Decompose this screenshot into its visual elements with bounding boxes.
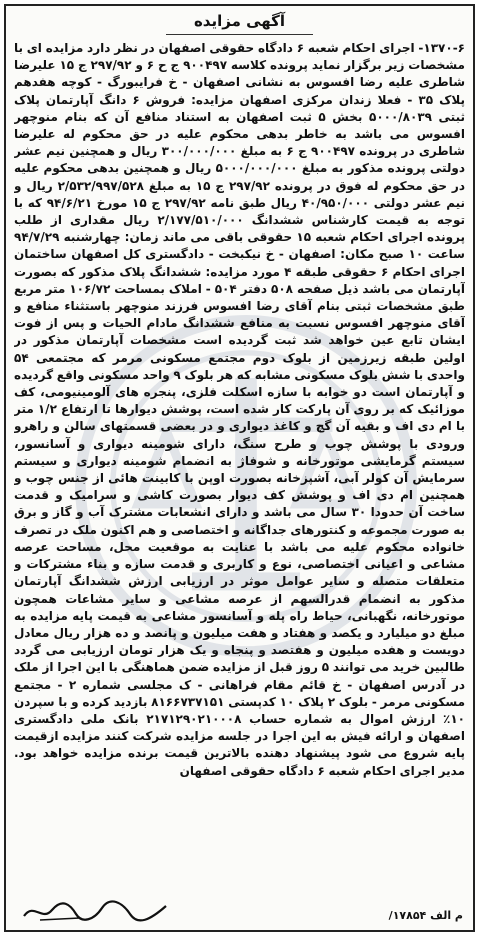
notice-body: ۱۳۷۰-۶- اجرای احکام شعبه ۶ دادگاه حقوقی اصفهان در نظر دارد مزایده ای با مشخصات زیر برگزار نماید پرونده کلاسه ۹۰۰۴۹۷ ج ح ۶ و ۲۹۷/۹۲ ج ۱۵ علیرضا شاطری علیه رضا افسوس به نشانی اصفهان - خ فرایبورگ - کوچه هفدهم پلاک ۳۵ - فعلا زندان مرکزی اصفهان مزایده: فروش ۶ دانگ آپارتمان پلاک ثبتی ۵۰۰۰/۸۰۳۹ بخش ۵ ثبت اصفهان به استناد منافع آن که بنام منوچهر افسوس می باشد به خاطر بدهی محکوم علیه در حق محکوم له علیرضا شاطری در پرونده ۹۰۰۴۹۷ ج ۶ به مبلغ ۳۰۰/۰۰۰/۰۰۰ ریال و همچنین نیم عشر دولتی پرونده مذکور به مبلغ ۵۰۰۰/۰۰۰/۰۰۰ ریال و همچنین بدهی محکوم علیه در حق محکوم له فوق در پرونده ۲۹۷/۹۲ ج ۱۵ به مبلغ ۲/۵۳۲/۹۹۷/۵۲۸ ریال و نیم عشر دولتی ۴۰/۹۵۰/۰۰۰ ریال طبق نامه ۲۹۷/۹۲ ج ۱۵ مورخ ۹۴/۶/۲۱ که با توجه به قیمت کارشناس ششدانگ ۲/۱۷۷/۵۱۰/۰۰۰ ریال مقداری از طلب پرونده اجرای احکام شعبه ۱۵ حقوقی باقی می ماند زمان: چهارشنبه ۹۴/۷/۲۹ ساعت ۱۰ صبح مکان: اصفهان - خ نیکبخت - دادگستری کل اصفهان ساختمان اجرای احکام ۶ حقوقی طبقه ۴ مورد مزایده: ششدانگ پلاک مذکور که بصورت آپارتمان می باشد ذیل صفحه ۵۰۸ دفتر ۵۰۴ - املاک بمساحت ۱۰۶/۷۲ متر مربع طبق مشخصات ثبتی بنام آقای رضا افسوس فرزند منوچهر باستثناء منافع و آقای منوچهر افسوس نسبت به منافع ششدانگ مادام الحیات و پس از فوت ایشان تابع عین خواهد شد ثبت گردیده است مشخصات آپارتمان مذکور در اولین طبقه زیرزمین از بلوک دوم مجتمع مسکونی مرمر که مجتمعی ۵۴ واحدی با شش بلوک مسکونی مشابه که هر بلوک ۹ واحد مسکونی واقع گردیده و آپارتمان است دو خوابه با سازه اسکلت فلزی، پنجره های آلومینیومی، کف موزائیک که بر روی آن پارکت کار شده است، پوشش دیوارها تا ارتفاع ۱/۲ متر با ام دی اف و بقیه آن گچ و کاغذ دیواری و در بعضی قسمتهای سالن و راهرو ورودی با پوشش چوب و طرح سنگ، دارای شومینه دیواری و آسانسور، سیستم گرمایشی موتورخانه و شوفاژ به انضمام شومینه دیواری و سیستم سرمایش آن کولر آبی، آشپزخانه بصورت اوپن با کابینت هائی از جنس چوب و همچنین ام دی اف و پوشش کف دیوار بصورت کاشی و سرامیک و قدمت ساخت آن حدودا ۳۰ سال می باشد و دارای انشعابات مشترک آب و گاز و برق به صورت مجموعه و کنتورهای جداگانه و اختصاصی و هم اکنون ملک در تصرف خانواده محکوم علیه می باشد با عنایت به موقعیت محل، مساحت عرصه مشاعی و اعیانی اختصاصی، نوع و کاربری و قدمت سازه و بناء مشترکات و متعلقات متصله و سایر عوامل موثر در ارزیابی ارزش ششدانگ آپارتمان مذکور به انضمام قدرالسهم از عرصه مشاعی و سایر مشاعات همچون موتورخانه، نگهبانی، حیاط راه پله و آسانسور مشاعی به قیمت پایه مزایده به مبلغ دو میلیارد و یکصد و هفتاد و هفت میلیون و پانصد و ده هزار ریال معادل دویست و هفده میلیون و هفتصد و پنجاه و یک هزار تومان ارزیابی می گردد طالبین خرید می توانند ۵ روز قبل از مزایده ضمن هماهنگی با این اجرا از ملک در آدرس اصفهان - خ قائم مقام فراهانی - ک مجلسی شماره ۲ - مجتمع مسکونی مرمر - بلوک ۲ پلاک ۱۰ کدپستی ۸۱۶۶۷۳۷۱۵۱ بازدید کرده و با سپردن ۱۰٪ ارزش اموال به شماره حساب ۲۱۷۱۲۹۰۲۱۰۰۰۸ بانک ملی دادگستری اصفهان و ارائه فیش به این اجرا در جلسه مزایده شرکت کنند مزایده ازقیمت پایه شروع می شود پیشنهاد دهنده بالاترین قیمت برنده مزایده خواهد بود. مدیر اجرای احکام شعبه ۶ دادگاه حقوقی اصفهان bbox=[14, 41, 465, 778]
notice-frame bbox=[4, 4, 475, 932]
notice-title: آگهی مزایده bbox=[193, 12, 286, 30]
title-divider bbox=[166, 34, 313, 35]
footer-code: م الف ۱۷۸۵۴/ bbox=[388, 909, 463, 922]
handwritten-signature-icon bbox=[20, 898, 170, 924]
